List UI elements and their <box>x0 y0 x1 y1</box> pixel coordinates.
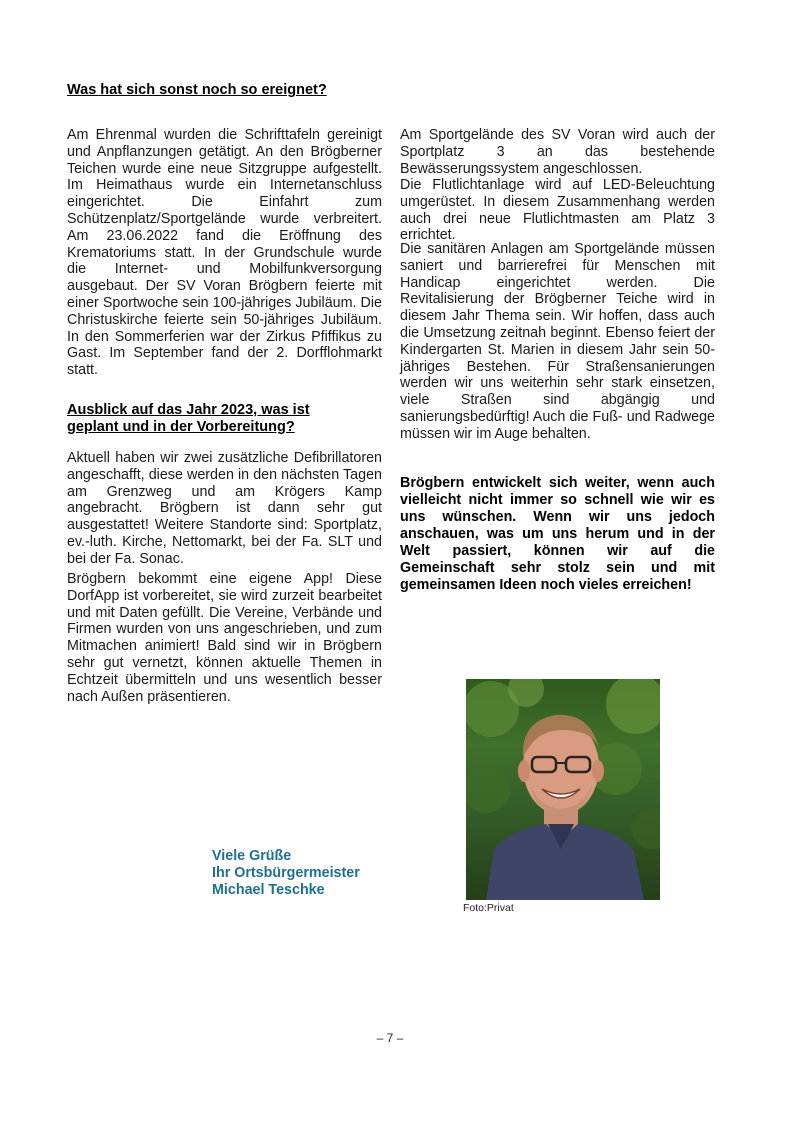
signature-name: Michael Teschke <box>212 882 325 898</box>
section-heading-outlook <box>67 402 387 436</box>
section-heading-events: Was hat sich sonst noch so ereignet? <box>67 82 327 98</box>
defibrillator-paragraph: Aktuell haben wir zwei zusätzliche Defibrillatoren angeschafft, diese werden in den nächsten Tagen am Grenzweg und am Krögers Kamp angebracht. Brögbern ist dann sehr gut ausgestattet! Weitere Standorte sind: Sportplatz, ev.-luth. Kirche, Nettomarkt, bei der Fa. SLT und bei der Fa. Sonac. <box>67 450 382 567</box>
signature-title: Ihr Ortsbürgermeister <box>212 865 360 881</box>
outlook-heading-line1: Ausblick auf das Jahr 2023, was ist <box>67 402 310 418</box>
events-paragraph: Am Ehrenmal wurden die Schrifttafeln gereinigt und Anpflanzungen getätigt. An den Brögberner Teichen wurde eine neue Sitzgruppe aufgestellt. Im Heimathaus wurde ein Internetanschluss eingerichtet. Die Einfahrt zum Schützenplatz/Sportgelände wurde verbreitert. Am 23.06.2022 fand die Eröffnung des Krematoriums statt. In der Grundschule wurde die Internet- und Mobilfunkversorgung ausgebaut. Der SV Voran Brögbern feierte mit einer Sportwoche sein 100-jähriges Jubiläum. Die Christuskirche feierte sein 50-jähriges Jubiläum. In den Sommerferien war der Zirkus Pfiffikus zu Gast. Im September fand der 2. Dorfflohmarkt statt. <box>67 127 382 379</box>
closing-statement: Brögbern entwickelt sich weiter, wenn auch vielleicht nicht immer so schnell wie wir es uns wünschen. Wenn wir uns jedoch anschauen, was um uns herum und in der Welt passiert, können wir auf die Gemeinschaft sehr stolz sein und mit gemeinsamen Ideen noch vieles erreichen! <box>400 475 715 593</box>
portrait-photo <box>466 679 660 900</box>
floodlight-paragraph: Die Flutlichtanlage wird auf LED-Beleuchtung umgerüstet. In diesem Zusammenhang werden auch drei neue Flutlichtmasten am Platz 3 errichtet. <box>400 177 715 244</box>
page-number: – 7 – <box>376 1031 404 1045</box>
portrait-illustration <box>466 679 660 900</box>
signature-block <box>212 848 412 899</box>
outlook-heading-line2: geplant und in der Vorbereitung? <box>67 419 295 435</box>
sanitary-paragraph: Die sanitären Anlagen am Sportgelände müssen saniert und barrierefrei für Menschen mit Handicap eingerichtet werden. Die Revitalisierung der Brögberner Teiche wird in diesem Jahr Thema sein. Wir hoffen, dass auch die Umsetzung zeitnah beginnt. Ebenso feiert der Kindergarten St. Marien in diesem Jahr sein 50-jähriges Bestehen. Für Straßensanierungen werden wir uns weiterhin sehr stark einsetzen, viele Straßen sind abgängig und sanierungsbedürftig! Auch die Fuß- und Radwege müssen wir im Auge behalten. <box>400 241 715 442</box>
signature-greeting: Viele Grüße <box>212 848 292 864</box>
dorfapp-paragraph: Brögbern bekommt eine eigene App! Diese DorfApp ist vorbereitet, sie wird zurzeit bearbeitet und mit Daten gefüllt. Die Vereine, Verbände und Firmen wurden von uns angeschrieben, und zum Mitmachen animiert! Bald sind wir in Brögbern sehr gut vernetzt, können aktuelle Themen in Echtzeit übermitteln und uns wesentlich besser nach Außen präsentieren. <box>67 571 382 705</box>
sports-irrigation-paragraph: Am Sportgelände des SV Voran wird auch der Sportplatz 3 an das bestehende Bewässerungssystem angeschlossen. <box>400 127 715 177</box>
photo-caption: Foto:Privat <box>463 902 514 914</box>
